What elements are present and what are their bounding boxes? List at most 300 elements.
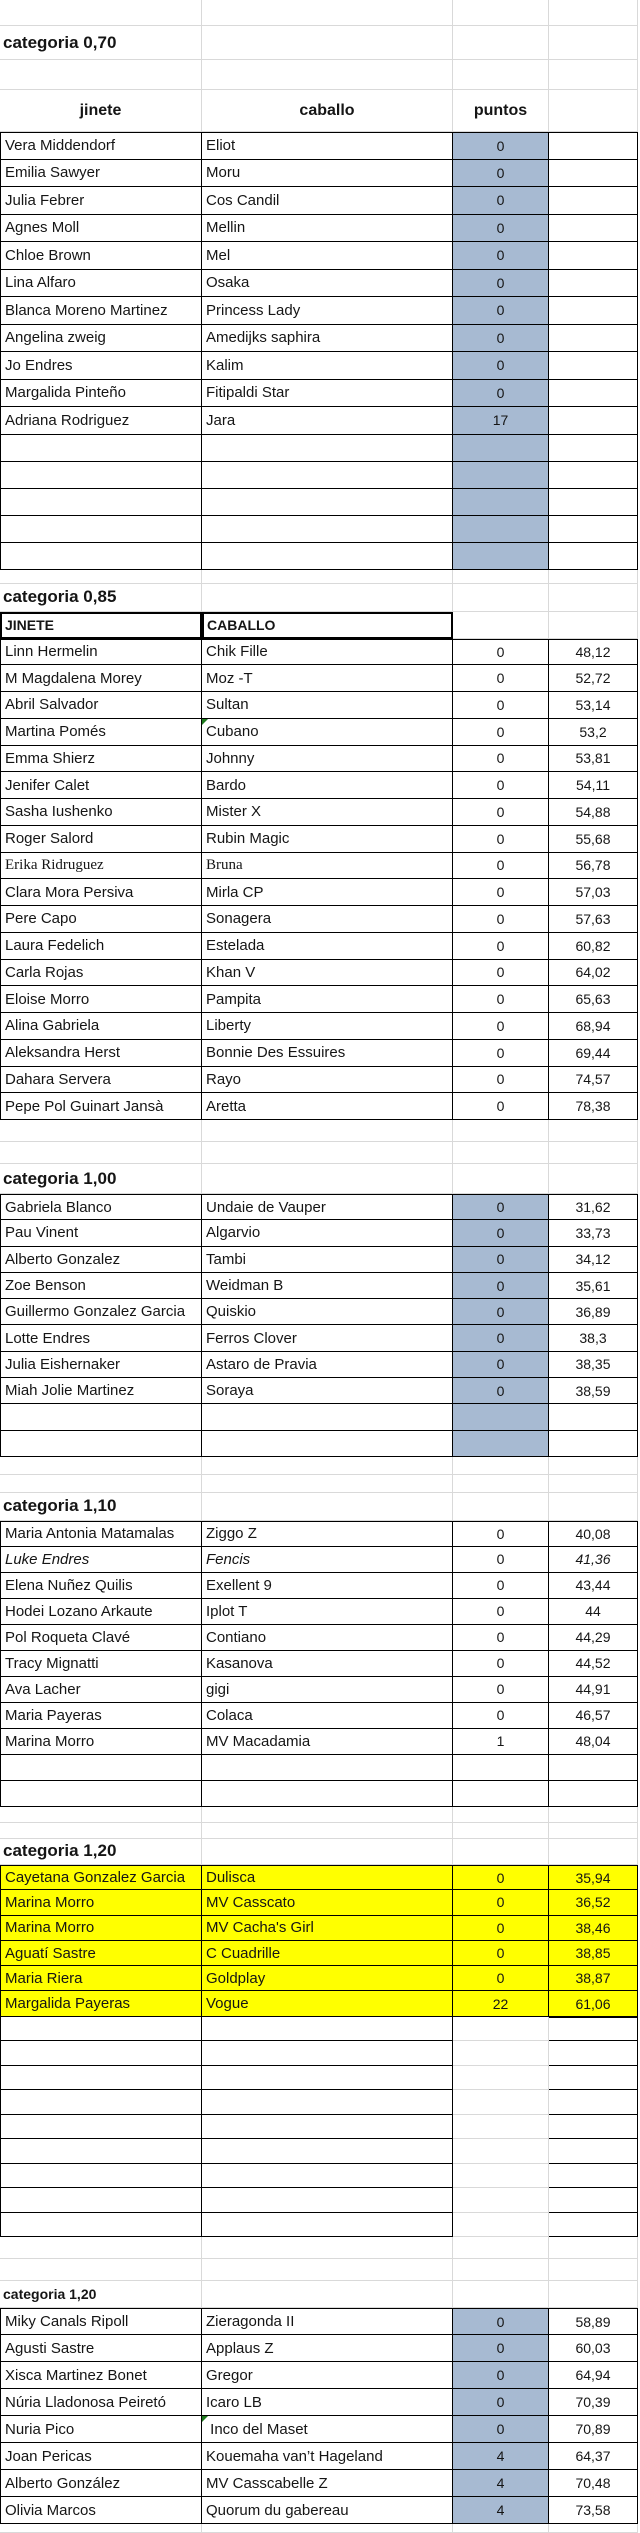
cell-caballo[interactable]: gigi — [202, 1677, 453, 1703]
cell-caballo[interactable]: Chik Fille — [202, 639, 453, 666]
empty-cell[interactable] — [549, 2213, 638, 2238]
empty-cell[interactable] — [202, 1431, 453, 1457]
empty-cell[interactable] — [202, 2090, 453, 2115]
cell-caballo[interactable]: Mellin — [202, 215, 453, 243]
cell-jinete[interactable]: Alina Gabriela — [0, 1013, 202, 1040]
cell-jinete[interactable]: Núria Lladonosa Peiretó — [0, 2389, 202, 2416]
cell-tiempo[interactable]: 48,04 — [549, 1729, 638, 1755]
cell-caballo[interactable]: Quorum du gabereau — [202, 2497, 453, 2524]
cell-tiempo[interactable]: 38,85 — [549, 1941, 638, 1966]
empty-cell[interactable] — [202, 543, 453, 570]
cell-puntos[interactable]: 0 — [453, 325, 549, 353]
cell-puntos[interactable]: 0 — [453, 297, 549, 325]
cell-puntos[interactable]: 0 — [453, 1325, 549, 1351]
cell-tiempo[interactable]: 36,89 — [549, 1299, 638, 1325]
cell-puntos[interactable]: 0 — [453, 1220, 549, 1246]
empty-cell[interactable] — [0, 1755, 202, 1781]
column-header-jinete[interactable]: jinete — [0, 90, 202, 132]
cell-caballo[interactable]: Soraya — [202, 1378, 453, 1404]
cell-tiempo[interactable]: 54,11 — [549, 772, 638, 799]
cell-caballo[interactable]: Mel — [202, 242, 453, 270]
cell-jinete[interactable]: Marina Morro — [0, 1916, 202, 1941]
cell-puntos[interactable]: 0 — [453, 719, 549, 746]
cell-caballo[interactable]: Liberty — [202, 1013, 453, 1040]
cell-jinete[interactable]: Erika Ridruguez — [0, 853, 202, 880]
cell-jinete[interactable]: Margalida Pinteño — [0, 380, 202, 408]
cell-jinete[interactable]: Emma Shierz — [0, 746, 202, 773]
cell-caballo[interactable]: Jara — [202, 407, 453, 435]
cell-caballo[interactable]: Tambi — [202, 1247, 453, 1273]
column-header-jinete[interactable]: JINETE — [0, 612, 202, 639]
cell-tiempo[interactable]: 33,73 — [549, 1220, 638, 1246]
cell-caballo[interactable]: Colaca — [202, 1703, 453, 1729]
cell-tiempo[interactable] — [549, 160, 638, 188]
cell-tiempo[interactable]: 64,37 — [549, 2443, 638, 2470]
section-title[interactable]: categoria 0,85 — [0, 584, 202, 612]
cell-tiempo[interactable]: 35,94 — [549, 1865, 638, 1890]
cell-tiempo[interactable] — [549, 215, 638, 243]
cell-tiempo[interactable]: 68,94 — [549, 1013, 638, 1040]
cell-jinete[interactable]: Hodei Lozano Arkaute — [0, 1599, 202, 1625]
empty-cell[interactable] — [453, 543, 549, 570]
cell-puntos[interactable]: 0 — [453, 1247, 549, 1273]
cell-tiempo[interactable]: 36,52 — [549, 1890, 638, 1915]
cell-caballo[interactable]: Zieragonda II — [202, 2308, 453, 2335]
cell-jinete[interactable]: Alberto Gonzalez — [0, 1247, 202, 1273]
cell-puntos[interactable]: 0 — [453, 1865, 549, 1890]
cell-tiempo[interactable]: 31,62 — [549, 1194, 638, 1220]
cell-caballo[interactable]: Mirla CP — [202, 879, 453, 906]
empty-cell[interactable] — [549, 516, 638, 543]
cell-jinete[interactable]: Eloise Morro — [0, 986, 202, 1013]
cell-caballo[interactable]: Estelada — [202, 933, 453, 960]
cell-tiempo[interactable]: 44,52 — [549, 1651, 638, 1677]
cell-tiempo[interactable]: 46,57 — [549, 1703, 638, 1729]
cell-caballo[interactable]: Rayo — [202, 1067, 453, 1094]
empty-cell[interactable] — [202, 1755, 453, 1781]
cell-caballo[interactable]: Goldplay — [202, 1966, 453, 1991]
cell-caballo[interactable]: Mister X — [202, 799, 453, 826]
cell-puntos[interactable]: 0 — [453, 2416, 549, 2443]
cell-tiempo[interactable]: 54,88 — [549, 799, 638, 826]
cell-tiempo[interactable] — [549, 407, 638, 435]
cell-tiempo[interactable]: 53,2 — [549, 719, 638, 746]
cell-jinete[interactable]: Marina Morro — [0, 1890, 202, 1915]
cell-puntos[interactable]: 0 — [453, 1703, 549, 1729]
cell-tiempo[interactable]: 38,87 — [549, 1966, 638, 1991]
cell-jinete[interactable]: Maria Riera — [0, 1966, 202, 1991]
empty-cell[interactable] — [453, 489, 549, 516]
empty-cell[interactable] — [549, 2066, 638, 2091]
cell-jinete[interactable]: Guillermo Gonzalez Garcia — [0, 1299, 202, 1325]
section-title[interactable]: categoria 1,20 — [0, 2281, 202, 2308]
cell-puntos[interactable]: 0 — [453, 746, 549, 773]
empty-cell[interactable] — [549, 435, 638, 462]
cell-jinete[interactable]: Joan Pericas — [0, 2443, 202, 2470]
cell-puntos[interactable]: 0 — [453, 1067, 549, 1094]
cell-tiempo[interactable]: 53,81 — [549, 746, 638, 773]
cell-jinete[interactable]: Lotte Endres — [0, 1325, 202, 1351]
cell-puntos[interactable]: 0 — [453, 1194, 549, 1220]
cell-tiempo[interactable] — [549, 242, 638, 270]
cell-caballo[interactable]: Kalim — [202, 352, 453, 380]
cell-tiempo[interactable]: 60,03 — [549, 2335, 638, 2362]
cell-tiempo[interactable]: 44,29 — [549, 1625, 638, 1651]
cell-puntos[interactable]: 22 — [453, 1991, 549, 2016]
cell-jinete[interactable]: Pol Roqueta Clavé — [0, 1625, 202, 1651]
cell-jinete[interactable]: Martina Pomés — [0, 719, 202, 746]
cell-caballo[interactable]: Gregor — [202, 2362, 453, 2389]
cell-puntos[interactable]: 0 — [453, 639, 549, 666]
cell-jinete[interactable]: Agusti Sastre — [0, 2335, 202, 2362]
cell-puntos[interactable]: 0 — [453, 1547, 549, 1573]
cell-puntos[interactable]: 0 — [453, 1378, 549, 1404]
cell-caballo[interactable]: Bruna — [202, 853, 453, 880]
cell-caballo[interactable]: Iplot T — [202, 1599, 453, 1625]
cell-jinete[interactable]: Jenifer Calet — [0, 772, 202, 799]
cell-caballo[interactable]: Khan V — [202, 960, 453, 987]
cell-tiempo[interactable]: 73,58 — [549, 2497, 638, 2524]
cell-caballo[interactable]: MV Casscato — [202, 1890, 453, 1915]
empty-cell[interactable] — [202, 2139, 453, 2164]
empty-cell[interactable] — [0, 2066, 202, 2091]
cell-tiempo[interactable]: 43,44 — [549, 1573, 638, 1599]
cell-jinete[interactable]: Laura Fedelich — [0, 933, 202, 960]
cell-tiempo[interactable]: 55,68 — [549, 826, 638, 853]
cell-puntos[interactable]: 0 — [453, 1625, 549, 1651]
cell-jinete[interactable]: Alberto González — [0, 2470, 202, 2497]
empty-cell[interactable] — [549, 543, 638, 570]
cell-caballo[interactable]: Bonnie Des Essuires — [202, 1040, 453, 1067]
cell-puntos[interactable]: 0 — [453, 799, 549, 826]
cell-tiempo[interactable]: 74,57 — [549, 1067, 638, 1094]
cell-jinete[interactable]: Dahara Servera — [0, 1067, 202, 1094]
empty-cell[interactable] — [453, 462, 549, 489]
empty-cell[interactable] — [202, 2115, 453, 2140]
cell-caballo[interactable]: Fencis — [202, 1547, 453, 1573]
cell-puntos[interactable]: 0 — [453, 906, 549, 933]
empty-cell[interactable] — [202, 2213, 453, 2238]
column-header-caballo[interactable]: CABALLO — [202, 612, 453, 639]
cell-puntos[interactable]: 0 — [453, 826, 549, 853]
empty-cell[interactable] — [0, 435, 202, 462]
empty-cell[interactable] — [549, 2164, 638, 2189]
cell-caballo[interactable]: C Cuadrille — [202, 1941, 453, 1966]
cell-tiempo[interactable] — [549, 270, 638, 298]
cell-tiempo[interactable]: 78,38 — [549, 1093, 638, 1120]
cell-tiempo[interactable]: 52,72 — [549, 665, 638, 692]
cell-caballo[interactable]: Aretta — [202, 1093, 453, 1120]
cell-jinete[interactable]: Elena Nuñez Quilis — [0, 1573, 202, 1599]
cell-caballo[interactable]: Ziggo Z — [202, 1521, 453, 1547]
empty-cell[interactable] — [0, 2164, 202, 2189]
cell-jinete[interactable]: Cayetana Gonzalez Garcia — [0, 1865, 202, 1890]
cell-puntos[interactable]: 0 — [453, 853, 549, 880]
cell-jinete[interactable]: Xisca Martinez Bonet — [0, 2362, 202, 2389]
cell-caballo[interactable]: Princess Lady — [202, 297, 453, 325]
cell-puntos[interactable]: 0 — [453, 2389, 549, 2416]
empty-cell[interactable] — [0, 2213, 202, 2238]
cell-caballo[interactable]: Fitipaldi Star — [202, 380, 453, 408]
cell-puntos[interactable]: 0 — [453, 160, 549, 188]
cell-puntos[interactable]: 0 — [453, 270, 549, 298]
cell-caballo[interactable]: Johnny — [202, 746, 453, 773]
cell-jinete[interactable]: Olivia Marcos — [0, 2497, 202, 2524]
empty-cell[interactable] — [202, 2066, 453, 2091]
cell-tiempo[interactable]: 34,12 — [549, 1247, 638, 1273]
cell-caballo[interactable]: Vogue — [202, 1991, 453, 2016]
cell-jinete[interactable]: Aleksandra Herst — [0, 1040, 202, 1067]
cell-puntos[interactable]: 0 — [453, 879, 549, 906]
empty-cell[interactable] — [0, 1404, 202, 1430]
cell-jinete[interactable]: Miah Jolie Martinez — [0, 1378, 202, 1404]
cell-puntos[interactable]: 0 — [453, 1651, 549, 1677]
empty-cell[interactable] — [453, 1404, 549, 1430]
empty-cell[interactable] — [202, 489, 453, 516]
empty-cell[interactable] — [453, 516, 549, 543]
cell-jinete[interactable]: Emilia Sawyer — [0, 160, 202, 188]
cell-puntos[interactable]: 0 — [453, 1040, 549, 1067]
cell-puntos[interactable]: 0 — [453, 933, 549, 960]
section-title[interactable]: categoria 1,10 — [0, 1493, 202, 1521]
empty-cell[interactable] — [202, 516, 453, 543]
cell-puntos[interactable]: 0 — [453, 2335, 549, 2362]
cell-caballo[interactable]: MV Macadamia — [202, 1729, 453, 1755]
cell-caballo[interactable]: Weidman B — [202, 1273, 453, 1299]
empty-cell[interactable] — [0, 1431, 202, 1457]
cell-caballo[interactable]: MV Casscabelle Z — [202, 2470, 453, 2497]
cell-caballo[interactable]: Icaro LB — [202, 2389, 453, 2416]
cell-tiempo[interactable]: 57,03 — [549, 879, 638, 906]
empty-cell[interactable] — [549, 1755, 638, 1781]
cell-caballo[interactable]: Quiskio — [202, 1299, 453, 1325]
cell-jinete[interactable]: Ava Lacher — [0, 1677, 202, 1703]
cell-puntos[interactable]: 0 — [453, 1352, 549, 1378]
cell-puntos[interactable]: 0 — [453, 772, 549, 799]
cell-puntos[interactable]: 0 — [453, 986, 549, 1013]
empty-cell[interactable] — [453, 1431, 549, 1457]
cell-puntos[interactable]: 0 — [453, 132, 549, 160]
cell-tiempo[interactable]: 64,94 — [549, 2362, 638, 2389]
cell-caballo[interactable]: Cubano — [202, 719, 453, 746]
empty-cell[interactable] — [202, 435, 453, 462]
cell-jinete[interactable]: Aguatí Sastre — [0, 1941, 202, 1966]
cell-tiempo[interactable]: 38,59 — [549, 1378, 638, 1404]
cell-caballo[interactable]: Moru — [202, 160, 453, 188]
section-title[interactable]: categoria 0,70 — [0, 26, 202, 60]
cell-puntos[interactable]: 0 — [453, 1573, 549, 1599]
cell-puntos[interactable]: 0 — [453, 1093, 549, 1120]
cell-jinete[interactable]: Gabriela Blanco — [0, 1194, 202, 1220]
cell-jinete[interactable]: Vera Middendorf — [0, 132, 202, 160]
empty-cell[interactable] — [202, 2017, 453, 2042]
cell-jinete[interactable]: Nuria Pico — [0, 2416, 202, 2443]
cell-puntos[interactable]: 0 — [453, 1273, 549, 1299]
empty-cell[interactable] — [453, 1755, 549, 1781]
empty-cell[interactable] — [453, 1781, 549, 1807]
cell-jinete[interactable]: Maria Antonia Matamalas — [0, 1521, 202, 1547]
cell-puntos[interactable]: 0 — [453, 1599, 549, 1625]
cell-caballo[interactable]: Kouemaha van’t Hageland — [202, 2443, 453, 2470]
cell-caballo[interactable]: Eliot — [202, 132, 453, 160]
empty-cell[interactable] — [202, 2041, 453, 2066]
cell-puntos[interactable]: 0 — [453, 692, 549, 719]
section-title[interactable]: categoria 1,00 — [0, 1164, 202, 1194]
empty-cell[interactable] — [202, 2188, 453, 2213]
cell-jinete[interactable]: Julia Febrer — [0, 187, 202, 215]
cell-caballo[interactable]: Kasanova — [202, 1651, 453, 1677]
cell-tiempo[interactable] — [549, 325, 638, 353]
cell-tiempo[interactable]: 57,63 — [549, 906, 638, 933]
cell-tiempo[interactable] — [549, 187, 638, 215]
cell-caballo[interactable]: Pampita — [202, 986, 453, 1013]
cell-puntos[interactable]: 0 — [453, 1013, 549, 1040]
cell-tiempo[interactable] — [549, 352, 638, 380]
empty-cell[interactable] — [0, 462, 202, 489]
cell-puntos[interactable]: 1 — [453, 1729, 549, 1755]
cell-tiempo[interactable]: 70,39 — [549, 2389, 638, 2416]
cell-tiempo[interactable]: 70,48 — [549, 2470, 638, 2497]
cell-jinete[interactable]: Chloe Brown — [0, 242, 202, 270]
cell-jinete[interactable]: Tracy Mignatti — [0, 1651, 202, 1677]
cell-jinete[interactable]: Luke Endres — [0, 1547, 202, 1573]
empty-cell[interactable] — [549, 1431, 638, 1457]
cell-puntos[interactable]: 0 — [453, 242, 549, 270]
empty-cell[interactable] — [0, 1781, 202, 1807]
cell-tiempo[interactable]: 35,61 — [549, 1273, 638, 1299]
empty-cell[interactable] — [549, 2090, 638, 2115]
empty-cell[interactable] — [0, 2115, 202, 2140]
empty-cell[interactable] — [0, 2017, 202, 2042]
cell-puntos[interactable]: 0 — [453, 1677, 549, 1703]
empty-cell[interactable] — [453, 435, 549, 462]
cell-tiempo[interactable]: 38,46 — [549, 1916, 638, 1941]
empty-cell[interactable] — [549, 2041, 638, 2066]
cell-jinete[interactable]: Jo Endres — [0, 352, 202, 380]
empty-cell[interactable] — [0, 489, 202, 516]
cell-tiempo[interactable]: 40,08 — [549, 1521, 638, 1547]
cell-jinete[interactable]: Linn Hermelin — [0, 639, 202, 666]
cell-puntos[interactable]: 4 — [453, 2497, 549, 2524]
cell-caballo[interactable]: Applaus Z — [202, 2335, 453, 2362]
cell-caballo[interactable]: Algarvio — [202, 1220, 453, 1246]
cell-puntos[interactable]: 0 — [453, 1916, 549, 1941]
cell-puntos[interactable]: 0 — [453, 215, 549, 243]
cell-tiempo[interactable]: 64,02 — [549, 960, 638, 987]
cell-caballo[interactable]: Exellent 9 — [202, 1573, 453, 1599]
section-title[interactable]: categoria 1,20 — [0, 1839, 202, 1865]
empty-cell[interactable] — [202, 1404, 453, 1430]
cell-caballo[interactable]: Astaro de Pravia — [202, 1352, 453, 1378]
empty-cell[interactable] — [549, 1781, 638, 1807]
column-header-caballo[interactable]: caballo — [202, 90, 453, 132]
cell-puntos[interactable]: 0 — [453, 1890, 549, 1915]
cell-puntos[interactable]: 0 — [453, 380, 549, 408]
cell-puntos[interactable]: 4 — [453, 2443, 549, 2470]
cell-caballo[interactable]: MV Cacha's Girl — [202, 1916, 453, 1941]
cell-tiempo[interactable] — [549, 132, 638, 160]
cell-jinete[interactable]: Miky Canals Ripoll — [0, 2308, 202, 2335]
cell-jinete[interactable]: Blanca Moreno Martinez — [0, 297, 202, 325]
cell-tiempo[interactable]: 41,36 — [549, 1547, 638, 1573]
empty-cell[interactable] — [549, 462, 638, 489]
cell-tiempo[interactable]: 44 — [549, 1599, 638, 1625]
cell-caballo[interactable]: Ferros Clover — [202, 1325, 453, 1351]
cell-tiempo[interactable]: 56,78 — [549, 853, 638, 880]
cell-puntos[interactable]: 17 — [453, 407, 549, 435]
cell-caballo[interactable]: Dulisca — [202, 1865, 453, 1890]
cell-tiempo[interactable] — [549, 297, 638, 325]
cell-puntos[interactable]: 0 — [453, 960, 549, 987]
empty-cell[interactable] — [549, 2017, 638, 2042]
empty-cell[interactable] — [202, 1781, 453, 1807]
cell-puntos[interactable]: 0 — [453, 352, 549, 380]
empty-cell[interactable] — [0, 543, 202, 570]
cell-caballo[interactable]: Cos Candil — [202, 187, 453, 215]
cell-caballo[interactable]: Sultan — [202, 692, 453, 719]
cell-tiempo[interactable]: 44,91 — [549, 1677, 638, 1703]
cell-tiempo[interactable]: 60,82 — [549, 933, 638, 960]
cell-jinete[interactable]: Marina Morro — [0, 1729, 202, 1755]
cell-tiempo[interactable]: 38,3 — [549, 1325, 638, 1351]
cell-caballo[interactable]: Amedijks saphira — [202, 325, 453, 353]
cell-jinete[interactable]: Lina Alfaro — [0, 270, 202, 298]
empty-cell[interactable] — [549, 2188, 638, 2213]
cell-puntos[interactable]: 4 — [453, 2470, 549, 2497]
empty-cell[interactable] — [0, 2139, 202, 2164]
cell-jinete[interactable]: Sasha Iushenko — [0, 799, 202, 826]
cell-jinete[interactable]: Carla Rojas — [0, 960, 202, 987]
cell-puntos[interactable]: 0 — [453, 665, 549, 692]
cell-jinete[interactable]: Abril Salvador — [0, 692, 202, 719]
cell-caballo[interactable]: Moz -T — [202, 665, 453, 692]
cell-puntos[interactable]: 0 — [453, 2362, 549, 2389]
cell-tiempo[interactable]: 65,63 — [549, 986, 638, 1013]
cell-jinete[interactable]: M Magdalena Morey — [0, 665, 202, 692]
empty-cell[interactable] — [549, 489, 638, 516]
cell-caballo[interactable]: Inco del Maset — [202, 2416, 453, 2443]
cell-tiempo[interactable]: 69,44 — [549, 1040, 638, 1067]
cell-caballo[interactable]: Undaie de Vauper — [202, 1194, 453, 1220]
cell-tiempo[interactable] — [549, 380, 638, 408]
cell-puntos[interactable]: 0 — [453, 2308, 549, 2335]
empty-cell[interactable] — [0, 516, 202, 543]
empty-cell[interactable] — [549, 2139, 638, 2164]
empty-cell[interactable] — [0, 2041, 202, 2066]
empty-cell[interactable] — [202, 462, 453, 489]
cell-jinete[interactable]: Pau Vinent — [0, 1220, 202, 1246]
cell-tiempo[interactable]: 61,06 — [549, 1991, 638, 2016]
cell-puntos[interactable]: 0 — [453, 187, 549, 215]
cell-tiempo[interactable]: 48,12 — [549, 639, 638, 666]
cell-jinete[interactable]: Zoe Benson — [0, 1273, 202, 1299]
cell-caballo[interactable]: Bardo — [202, 772, 453, 799]
cell-tiempo[interactable]: 38,35 — [549, 1352, 638, 1378]
column-header-puntos[interactable]: puntos — [453, 90, 549, 132]
cell-jinete[interactable]: Angelina zweig — [0, 325, 202, 353]
cell-caballo[interactable]: Rubin Magic — [202, 826, 453, 853]
cell-caballo[interactable]: Sonagera — [202, 906, 453, 933]
cell-jinete[interactable]: Clara Mora Persiva — [0, 879, 202, 906]
cell-puntos[interactable]: 0 — [453, 1299, 549, 1325]
cell-jinete[interactable]: Julia Eishernaker — [0, 1352, 202, 1378]
cell-puntos[interactable]: 0 — [453, 1941, 549, 1966]
empty-cell[interactable] — [549, 1404, 638, 1430]
cell-tiempo[interactable]: 53,14 — [549, 692, 638, 719]
cell-jinete[interactable]: Pere Capo — [0, 906, 202, 933]
cell-jinete[interactable]: Pepe Pol Guinart Jansà — [0, 1093, 202, 1120]
cell-tiempo[interactable]: 70,89 — [549, 2416, 638, 2443]
